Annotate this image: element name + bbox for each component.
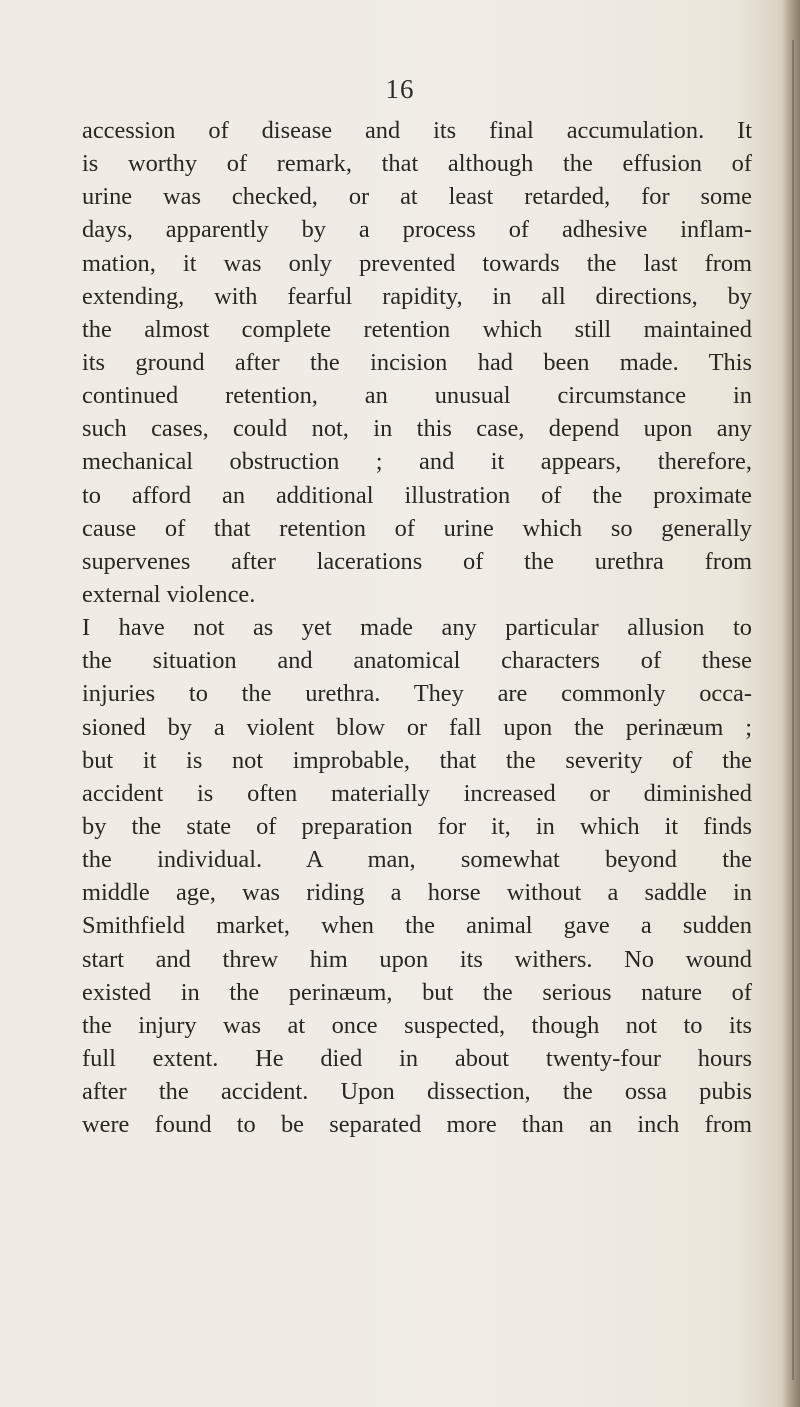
text-line: the situation and anatomical characters of these bbox=[82, 647, 752, 675]
text-line: cause of that retention of urine which so generally bbox=[82, 514, 752, 542]
binding-edge bbox=[782, 0, 800, 1407]
text-line: by the state of preparation for it, in which it finds bbox=[82, 812, 752, 840]
text-line: full extent. He died in about twenty-four hours bbox=[82, 1044, 752, 1072]
text-line: the injury was at once suspected, though not to its bbox=[82, 1011, 752, 1039]
text-line: the almost complete retention which still maintained bbox=[82, 315, 752, 343]
text-line: such cases, could not, in this case, depend upon any bbox=[82, 415, 752, 443]
text-line: mation, it was only prevented towards the last from bbox=[82, 249, 752, 277]
text-line: accession of disease and its final accumulation. It bbox=[82, 117, 752, 144]
page-number: 16 bbox=[385, 74, 415, 104]
text-line: supervenes after lacerations of the urethra from bbox=[82, 547, 752, 575]
text-line: mechanical obstruction ; and it appears, therefore, bbox=[82, 448, 752, 476]
text-line: days, apparently by a process of adhesive inflam- bbox=[82, 216, 752, 244]
paragraph-start-line: I have not as yet made any particular allusion to bbox=[82, 614, 752, 642]
text-line: injuries to the urethra. They are commonly occa- bbox=[82, 680, 752, 708]
text-line: after the accident. Upon dissection, the ossa pubis bbox=[82, 1078, 752, 1106]
text-line: the individual. A man, somewhat beyond the bbox=[82, 846, 752, 874]
text-line: Smithfield market, when the animal gave a sudden bbox=[82, 912, 752, 940]
text-line: sioned by a violent blow or fall upon the perinæum ; bbox=[82, 713, 752, 741]
text-line: external violence. bbox=[82, 580, 256, 608]
text-line: to afford an additional illustration of the proximate bbox=[82, 481, 752, 509]
binding-shadow-line bbox=[792, 40, 794, 1380]
text-line: is worthy of remark, that although the effusion of bbox=[82, 150, 752, 178]
text-line: continued retention, an unusual circumstance in bbox=[82, 382, 752, 410]
text-line: its ground after the incision had been made. This bbox=[82, 348, 752, 376]
text-line: start and threw him upon its withers. No wound bbox=[82, 945, 752, 973]
text-line: were found to be separated more than an inch from bbox=[82, 1111, 752, 1139]
text-line: urine was checked, or at least retarded, for some bbox=[82, 183, 752, 211]
body-text bbox=[82, 114, 752, 1141]
text-line: middle age, was riding a horse without a saddle in bbox=[82, 879, 752, 907]
text-line: extending, with fearful rapidity, in all directions, by bbox=[82, 282, 752, 310]
text-line: accident is often materially increased or diminished bbox=[82, 779, 752, 807]
text-line: but it is not improbable, that the severity of the bbox=[82, 746, 752, 774]
text-line: existed in the perinæum, but the serious nature of bbox=[82, 978, 752, 1006]
